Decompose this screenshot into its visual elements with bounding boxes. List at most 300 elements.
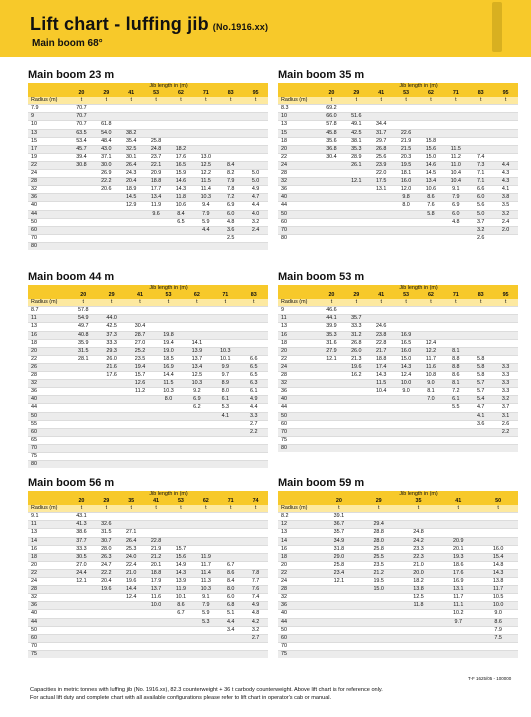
capacity-cell: 43.1 [69,513,94,521]
table-row [28,529,268,537]
table-row [278,218,518,226]
capacity-cell [183,323,211,331]
capacity-cell [69,436,97,444]
radius-cell: 8.3 [278,105,319,113]
table-row [278,355,518,363]
capacity-cell [97,420,125,428]
table-row [28,578,268,586]
capacity-cell [478,529,518,537]
capacity-cell [193,242,218,250]
capacity-cell [468,145,493,153]
capacity-cell: 10.3 [154,388,182,396]
jib-length-cell: 35 [399,498,439,505]
section-main-boom-35 [278,68,518,242]
capacity-cell: 4.4 [218,618,243,626]
capacity-cell [193,137,218,145]
capacity-cell: 7.1 [468,178,493,186]
table-row [278,610,518,618]
capacity-cell [243,161,268,169]
capacity-cell [193,634,218,642]
capacity-cell: 8.4 [218,161,243,169]
capacity-cell: 49.1 [344,121,369,129]
table-row [28,561,268,569]
radius-cell: 50 [28,412,69,420]
table-row [278,404,518,412]
capacity-cell [69,396,97,404]
capacity-cell [169,642,194,650]
capacity-cell: 25.8 [319,561,359,569]
table-row [278,537,518,545]
capacity-cell: 21.5 [394,145,419,153]
capacity-cell: 17.7 [144,186,169,194]
capacity-cell [344,105,369,113]
capacity-cell: 4.2 [243,618,268,626]
capacity-cell [443,121,468,129]
capacity-cell [211,452,239,460]
capacity-cell [218,537,243,545]
capacity-cell [438,529,478,537]
footer-line-2: For actual lift duty and complete chart with all available configurations please refer to lift chart in operator's cab or manual. [30,695,332,701]
table-row [278,529,518,537]
capacity-cell [144,642,169,650]
capacity-cell [443,226,468,234]
capacity-cell [211,307,239,315]
jib-lengths-row [28,292,268,299]
capacity-cell [183,452,211,460]
capacity-cell [126,461,154,469]
capacity-cell [493,145,518,153]
capacity-cell: 3.4 [218,626,243,634]
capacity-cell [344,210,369,218]
capacity-cell: 28.0 [359,537,399,545]
capacity-cell [69,404,97,412]
capacity-cell: 16.5 [169,161,194,169]
capacity-cell: 7.7 [243,578,268,586]
capacity-cell [319,363,344,371]
capacity-cell: 14.5 [419,170,444,178]
capacity-cell [394,436,419,444]
capacity-cell [169,626,194,634]
capacity-cell [419,129,444,137]
jib-length-label: Jib length in (m) [319,491,518,498]
capacity-cell: 25.5 [359,553,399,561]
capacity-cell: 13.8 [478,578,518,586]
table-row [28,178,268,186]
capacity-cell: 4.4 [243,202,268,210]
capacity-cell [119,113,144,121]
capacity-cell [243,561,268,569]
table-row [28,513,268,521]
radius-cell: 60 [278,218,319,226]
radius-cell: 32 [278,178,319,186]
capacity-cell: 8.0 [218,586,243,594]
capacity-cell: 4.0 [243,210,268,218]
radius-cell: 60 [278,634,319,642]
capacity-cell: 7.9 [218,178,243,186]
radius-cell: 22 [28,355,69,363]
jib-label-row [278,285,518,292]
radius-cell: 80 [278,444,319,452]
unit-cell: t [144,505,169,513]
jib-label-row [28,491,268,498]
capacity-cell [369,234,394,242]
capacity-cell [69,412,97,420]
table-row [278,105,518,113]
capacity-cell [169,137,194,145]
table-row [28,234,268,242]
capacity-cell: 11.5 [443,145,468,153]
capacity-cell [394,315,419,323]
capacity-cell: 5.8 [468,372,493,380]
capacity-cell [144,529,169,537]
capacity-cell: 8.4 [218,578,243,586]
capacity-cell [69,226,94,234]
capacity-cell [144,113,169,121]
capacity-cell: 6.7 [169,610,194,618]
capacity-cell: 13.1 [369,186,394,194]
capacity-cell: 6.9 [218,202,243,210]
capacity-cell: 34.4 [369,121,394,129]
capacity-cell: 35.9 [69,339,97,347]
radius-cell: 36 [28,602,69,610]
capacity-cell [344,388,369,396]
table-row [278,226,518,234]
radius-cell: 40 [278,610,319,618]
radius-cell: 9.1 [28,513,69,521]
capacity-cell: 12.1 [69,578,94,586]
radius-cell: 15 [278,129,319,137]
capacity-cell: 30.8 [69,161,94,169]
capacity-cell [193,545,218,553]
capacity-cell [69,461,97,469]
capacity-cell [394,444,419,452]
capacity-cell: 5.7 [468,380,493,388]
capacity-cell: 26.0 [344,347,369,355]
capacity-cell [240,444,268,452]
capacity-cell: 11.8 [399,602,439,610]
capacity-cell: 39.4 [69,153,94,161]
table-row [28,537,268,545]
table-row [28,420,268,428]
capacity-cell [97,307,125,315]
capacity-cell: 12.4 [119,594,144,602]
capacity-cell: 13.4 [419,178,444,186]
table-row [278,194,518,202]
capacity-cell [240,436,268,444]
capacity-cell: 2.4 [243,226,268,234]
capacity-cell: 25.3 [119,545,144,553]
capacity-cell [359,513,399,521]
capacity-cell: 9.0 [394,388,419,396]
radius-cell: 50 [278,626,319,634]
unit-cell: t [399,505,439,513]
unit-cell: t [144,97,169,105]
radius-cell: 18 [278,137,319,145]
capacity-cell: 6.5 [169,218,194,226]
capacity-cell [394,113,419,121]
table-row [278,161,518,169]
jib-label-row [278,83,518,90]
unit-cell: t [359,505,399,513]
capacity-cell: 20.9 [438,537,478,545]
table-row [28,618,268,626]
radius-cell: 14 [278,537,319,545]
radius-cell: 24 [278,363,319,371]
capacity-cell [243,642,268,650]
capacity-cell [211,339,239,347]
unit-cell: t [493,97,518,105]
capacity-cell: 14.5 [119,194,144,202]
jib-length-cell: 20 [319,292,344,299]
jib-length-cell: 62 [419,292,444,299]
capacity-cell: 3.2 [243,218,268,226]
radius-cell: 75 [278,650,319,658]
radius-cell: 28 [28,178,69,186]
capacity-cell [419,315,444,323]
capacity-cell [493,105,518,113]
capacity-cell [443,315,468,323]
capacity-cell [478,642,518,650]
capacity-cell: 7.8 [218,186,243,194]
table-row [28,634,268,642]
capacity-cell [69,428,97,436]
capacity-cell [319,618,359,626]
table-row [278,553,518,561]
unit-cell: t [243,505,268,513]
capacity-cell: 8.1 [419,388,444,396]
capacity-cell [369,315,394,323]
units-row [278,505,518,513]
capacity-cell [126,404,154,412]
jib-length-cell: 95 [243,90,268,97]
table-row [278,137,518,145]
radius-cell: 70 [278,428,319,436]
radius-cell: 80 [278,234,319,242]
capacity-cell [493,436,518,444]
unit-cell: t [419,97,444,105]
capacity-cell [419,420,444,428]
empty-cell [278,292,319,299]
radius-cell: 10 [278,113,319,121]
capacity-cell: 10.0 [394,380,419,388]
capacity-cell [154,404,182,412]
radius-cell: 60 [28,428,69,436]
unit-cell: t [154,299,182,307]
radius-cell: 36 [28,194,69,202]
capacity-cell: 16.9 [394,331,419,339]
capacity-cell: 19.6 [94,586,119,594]
capacity-cell: 11.7 [419,355,444,363]
capacity-cell: 15.6 [419,145,444,153]
capacity-cell: 3.2 [493,210,518,218]
capacity-cell: 10.4 [443,178,468,186]
capacity-cell: 13.4 [183,363,211,371]
capacity-cell: 18.9 [119,186,144,194]
radius-cell: 16 [278,545,319,553]
capacity-cell [369,436,394,444]
capacity-cell: 3.3 [493,388,518,396]
capacity-cell: 10.6 [419,186,444,194]
jib-length-cell: 29 [344,292,369,299]
capacity-cell [69,602,94,610]
capacity-cell [443,307,468,315]
capacity-cell [369,420,394,428]
capacity-cell: 17.5 [369,178,394,186]
capacity-cell [154,444,182,452]
capacity-cell [119,513,144,521]
capacity-cell [154,461,182,469]
radius-header: Radius (m) [278,505,319,513]
radius-cell: 50 [28,218,69,226]
capacity-cell [394,412,419,420]
capacity-cell [493,234,518,242]
capacity-cell [394,218,419,226]
capacity-cell [144,521,169,529]
capacity-cell [126,396,154,404]
capacity-cell [243,234,268,242]
capacity-cell: 11.6 [419,363,444,371]
capacity-cell [169,634,194,642]
capacity-cell [218,634,243,642]
table-row [28,121,268,129]
section-title: Main boom 53 m [278,271,365,283]
capacity-cell: 24.2 [399,537,439,545]
capacity-cell: 7.2 [443,388,468,396]
capacity-cell [419,404,444,412]
radius-cell: 13 [28,323,69,331]
table-row [28,153,268,161]
capacity-cell [94,602,119,610]
table-row [28,105,268,113]
capacity-cell [154,323,182,331]
jib-length-cell: 71 [211,292,239,299]
capacity-cell [344,428,369,436]
capacity-cell [69,210,94,218]
capacity-cell [419,323,444,331]
table-row [28,161,268,169]
capacity-cell: 5.0 [243,178,268,186]
capacity-cell [243,537,268,545]
table-row [28,461,268,469]
lift-chart-table [278,285,518,452]
capacity-cell [211,315,239,323]
table-row [278,412,518,420]
capacity-cell: 39.9 [319,323,344,331]
capacity-cell: 14.6 [419,161,444,169]
table-row [278,420,518,428]
jib-length-cell: 83 [468,90,493,97]
corner-cell [28,491,69,498]
radius-cell: 20 [28,347,69,355]
capacity-cell: 26.0 [97,355,125,363]
jib-length-cell: 20 [319,90,344,97]
table-row [278,363,518,371]
capacity-cell [94,234,119,242]
empty-cell [28,292,69,299]
capacity-cell: 8.6 [218,569,243,577]
capacity-cell: 57.8 [319,121,344,129]
capacity-cell [399,618,439,626]
capacity-cell [493,129,518,137]
capacity-cell [169,618,194,626]
radius-cell: 32 [278,594,319,602]
radius-cell: 26 [28,363,69,371]
radius-cell: 22 [28,161,69,169]
capacity-cell: 40.8 [69,331,97,339]
capacity-cell: 15.0 [394,355,419,363]
capacity-cell: 6.5 [240,372,268,380]
capacity-cell [169,537,194,545]
capacity-cell [69,594,94,602]
page-title [30,14,268,35]
radius-cell: 80 [28,242,69,250]
capacity-cell [468,444,493,452]
capacity-cell: 12.2 [419,347,444,355]
capacity-cell [218,105,243,113]
capacity-cell [478,513,518,521]
table-row [278,307,518,315]
table-row [28,404,268,412]
capacity-cell [126,420,154,428]
capacity-cell: 9.4 [193,202,218,210]
table-row [278,642,518,650]
jib-length-cell: 95 [493,90,518,97]
capacity-cell: 20.6 [94,186,119,194]
capacity-cell: 27.0 [126,339,154,347]
jib-length-cell: 53 [169,498,194,505]
capacity-cell [443,113,468,121]
capacity-cell: 13.9 [169,578,194,586]
capacity-cell [218,137,243,145]
capacity-cell [183,428,211,436]
radius-cell: 60 [28,226,69,234]
capacity-cell [218,642,243,650]
capacity-cell: 5.9 [193,218,218,226]
capacity-cell: 3.1 [493,412,518,420]
capacity-cell: 10.0 [478,602,518,610]
capacity-cell: 5.9 [193,610,218,618]
capacity-cell [478,521,518,529]
capacity-cell [243,153,268,161]
capacity-cell: 27.1 [119,529,144,537]
capacity-cell [394,226,419,234]
capacity-cell: 9.7 [211,372,239,380]
capacity-cell [419,234,444,242]
capacity-cell [94,642,119,650]
capacity-cell: 36.8 [319,145,344,153]
capacity-cell: 24.4 [69,569,94,577]
section-main-boom-59 [278,476,518,658]
table-row [28,452,268,460]
radius-cell: 22 [278,355,319,363]
capacity-cell: 7.9 [193,210,218,218]
capacity-cell: 15.4 [478,553,518,561]
capacity-cell: 42.5 [97,323,125,331]
jib-label-row [278,491,518,498]
table-row [28,347,268,355]
capacity-cell: 10.6 [169,202,194,210]
capacity-cell [211,323,239,331]
capacity-cell: 28.1 [69,355,97,363]
capacity-cell [154,452,182,460]
capacity-cell [94,113,119,121]
capacity-cell [144,218,169,226]
capacity-cell: 22.1 [144,161,169,169]
capacity-cell [240,331,268,339]
capacity-cell: 5.0 [243,170,268,178]
capacity-cell: 21.6 [97,363,125,371]
empty-cell [278,498,319,505]
